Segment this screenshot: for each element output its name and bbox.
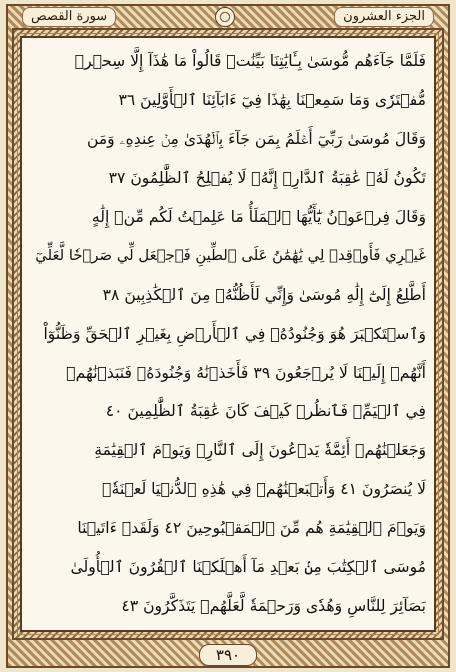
text-line-7: أَطَّلِعُ إِلَىٰٓ إِلَٰهِ مُوسَىٰ وَإِنِّي لَأَظُنُّهُۥ مِنَ ٱلۡكَٰذِبِينَ ٣٨	[102, 285, 426, 304]
text-line-15: بَصَآئِرَ لِلنَّاسِ وَهُدٗى وَرَحۡمَةٗ لَّعَلَّهُمۡ يَتَذَكَّرُونَ ٤٣	[121, 596, 426, 615]
text-line-8: وَٱسۡتَكۡبَرَ هُوَ وَجُنُودُهُۥ فِي ٱلۡأَرۡضِ بِغَيۡرِ ٱلۡحَقِّ وَظَنُّوٓاْ	[43, 324, 426, 343]
text-line-13: وَيَوۡمَ ٱلۡقِيَٰمَةِ هُم مِّنَ ٱلۡمَقۡبُوحِينَ ٤٢ وَلَقَدۡ ءَاتَيۡنَا	[77, 519, 426, 538]
text-line-3: وَقَالَ مُوسَىٰ رَبِّيٓ أَعۡلَمُ بِمَن جَآءَ بِٱلۡهُدَىٰ مِنۡ عِندِهِۦ وَمَن	[86, 129, 426, 148]
page-header	[12, 6, 444, 28]
text-line-10: فِي ٱلۡيَمِّۖ فَٱنظُرۡ كَيۡفَ كَانَ عَٰقِبَةُ ٱلظَّٰلِمِينَ ٤٠	[105, 402, 426, 421]
juz-label: الجزء العشرون	[334, 7, 434, 27]
text-line-5: وَقَالَ فِرۡعَوۡنُ يَٰٓأَيُّهَا ٱلۡمَلَأُ مَا عَلِمۡتُ لَكُم مِّنۡ إِلَٰهٍ	[91, 208, 426, 226]
text-line-9: أَنَّهُمۡ إِلَيۡنَا لَا يُرۡجَعُونَ ٣٩ فَأَخَذۡنَٰهُ وَجُنُودَهُۥ فَنَبَذۡنَٰهُمۡ	[66, 363, 426, 382]
text-line-1: فَلَمَّا جَآءَهُم مُّوسَىٰ بِـَٔايَٰتِنَا بَيِّنَٰتٖ قَالُواْ مَا هَٰذَآ إِلَّا سِحۡرٞ	[74, 52, 426, 71]
page-footer	[0, 642, 456, 668]
text-line-11: وَجَعَلۡنَٰهُمۡ أَئِمَّةٗ يَدۡعُونَ إِلَى ٱلنَّارِۖ وَيَوۡمَ ٱلۡقِيَٰمَةِ	[94, 441, 426, 460]
quran-text	[30, 42, 426, 626]
rosette-ornament-icon	[215, 7, 235, 27]
text-line-2: مُّفۡتَرٗى وَمَا سَمِعۡنَا بِهَٰذَا فِيٓ ءَابَآئِنَا ٱلۡأَوَّلِينَ ٣٦	[118, 91, 426, 110]
text-line-12: لَا يُنصَرُونَ ٤١ وَأَتۡبَعۡنَٰهُمۡ فِي هَٰذِهِ ٱلدُّنۡيَا لَعۡنَةٗۖ	[102, 480, 426, 499]
text-line-14: مُوسَى ٱلۡكِتَٰبَ مِنۢ بَعۡدِ مَآ أَهۡلَكۡنَا ٱلۡقُرُونَ ٱلۡأُولَىٰ	[70, 558, 426, 577]
text-line-4: تَكُونُ لَهُۥ عَٰقِبَةُ ٱلدَّارِۚ إِنَّهُۥ لَا يُفۡلِحُ ٱلظَّٰلِمُونَ ٣٧	[108, 169, 426, 188]
surah-name-label: سورة القصص	[22, 7, 116, 27]
page-number: ٣٩٠	[199, 644, 257, 666]
text-line-6: غَيۡرِي فَأَوۡقِدۡ لِي يَٰهَٰمَٰنُ عَلَى ٱلطِّينِ فَٱجۡعَل لِّي صَرۡحٗا لَّعَلِّيٓ	[35, 247, 426, 265]
